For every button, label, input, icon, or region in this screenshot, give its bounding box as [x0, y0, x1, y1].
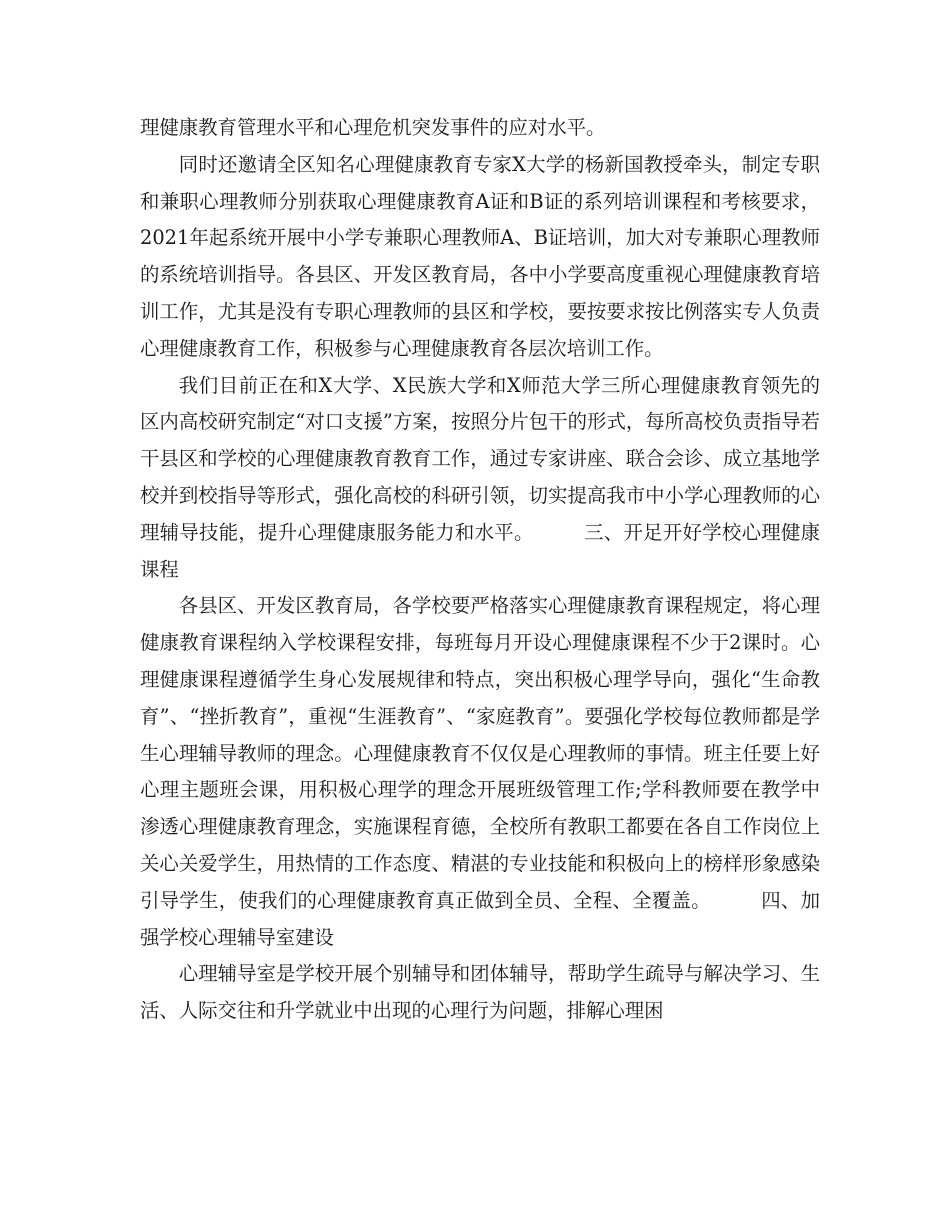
- paragraph-3: [140, 368, 820, 589]
- paragraph-3-text: 我们目前正在和X大学、X民族大学和X师范大学三所心理健康教育领先的区内高校研究制定“对口支援”方案，按照分片包干的形式，每所高校负责指导若干县区和学校的心理健康教育教育工作，通过专家讲座、联合会诊、成立基地学校并到校指导等形式，强化高校的科研引领，切实提高我市中小学心理教师的心理辅导技能，提升心理健康服务能力和水平。: [140, 373, 820, 544]
- section-heading-3: 三、开足开好学校心理健康课程: [140, 520, 821, 581]
- paragraph-5: 心理辅导室是学校开展个别辅导和团体辅导，帮助学生疏导与解决学习、生活、人际交往和升学就业中出现的心理行为问题，排解心理困: [140, 962, 820, 1023]
- paragraph-2: 同时还邀请全区知名心理健康教育专家X大学的杨新国教授牵头，制定专职和兼职心理教师分别获取心理健康教育A证和B证的系列培训课程和考核要求，2021年起系统开展中小学专兼职心理教师A、B证培训，加大对专兼职心理教师的系统培训指导。各县区、开发区教育局，各中小学要高度重视心理健康教育培训工作，尤其是没有专职心理教师的县区和学校，要按要求按比例落实专人负责心理健康教育工作，积极参与心理健康教育各层次培训工作。: [140, 152, 820, 360]
- paragraph-4-text: 各县区、开发区教育局，各学校要严格落实心理健康教育课程规定，将心理健康教育课程纳入学校课程安排，每班每月开设心理健康课程不少于2课时。心理健康课程遵循学生身心发展规律和特点，突出积极心理学导向，强化“生命教育”、“挫折教育”，重视“生涯教育”、“家庭教育”。要强化学校每位教师都是学生心理辅导教师的理念。心理健康教育不仅仅是心理教师的事情。班主任要上好心理主题班会课，用积极心理学的理念开展班级管理工作;学科教师要在教学中渗透心理健康教育理念，实施课程育德，全校所有教职工都要在各自工作岗位上关心关爱学生，用热情的工作态度、精湛的专业技能和积极向上的榜样形象感染引导学生，使我们的心理健康教育真正做到全员、全程、全覆盖。: [140, 594, 820, 912]
- section-heading-4: 四、加强学校心理辅导室建设: [140, 888, 821, 949]
- paragraph-4: [140, 588, 820, 956]
- document-body: [140, 110, 820, 1030]
- paragraph-1: 理健康教育管理水平和心理危机突发事件的应对水平。: [140, 116, 606, 139]
